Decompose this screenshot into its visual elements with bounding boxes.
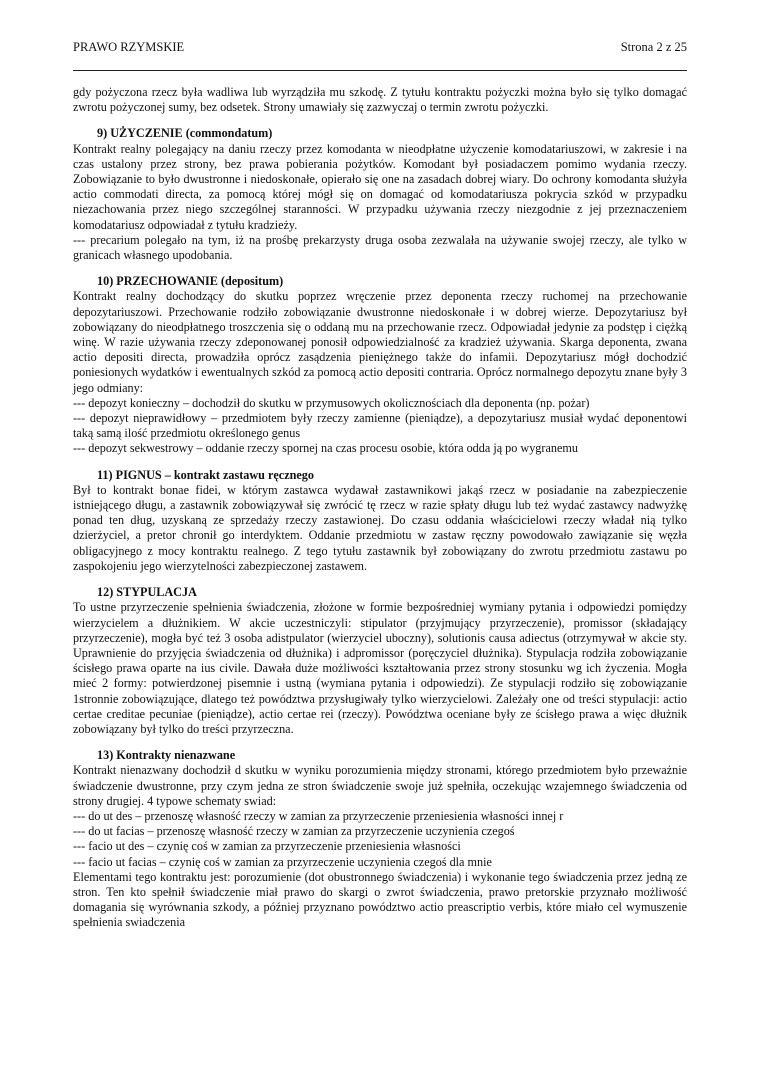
- section-heading-12: 12) STYPULACJA: [97, 585, 197, 600]
- list-item: --- depozyt sekwestrowy – oddanie rzeczy spornej na czas procesu osobie, która odda ją po wygranemu: [73, 441, 578, 456]
- document-body: [73, 85, 687, 931]
- list-item: --- facio ut facias – czynię coś w zamian za przyrzeczenie uczynienia czegoś dla mnie: [73, 854, 492, 869]
- section-heading-11: 11) PIGNUS – kontrakt zastawu ręcznego: [97, 467, 314, 482]
- section-closing-13: Elementami tego kontraktu jest: porozumienie (dot obustronnego świadczenia) i wykonanie tego świadczenia przez jedną ze stron. Ten kto spełnił świadczenie miał prawo do skargi o zwrot świadczenia, prawo pretorskie przyznało możliwość domagania się wyrównania szkody, a później przyznano powództwo actio preascriptio verbis, które miało cel wymuszenie spełnienia swiadczenia: [73, 869, 687, 930]
- page-header: [73, 40, 687, 71]
- list-item: --- do ut facias – przenoszę własność rzeczy w zamian za przyrzeczenie uczynienia czegoś: [73, 824, 515, 839]
- section-body-13: Kontrakt nienazwany dochodził d skutku w wyniku porozumienia między stronami, którego przedmiotem było przeważnie świadczenie dwustronne, przy czym jedna ze stron świadczenie swoje już spełniła, oczekując wzajemnego świadczenia od strony drugiej. 4 typowe schematy swiad:: [73, 763, 687, 808]
- section-body-11: Był to kontrakt bonae fidei, w którym zastawca wydawał zastawnikowi jakąś rzecz w posiadanie na zabezpieczenie istniejącego długu, a zastawnik zobowiązywał się zwrócić tę rzecz w razie spłaty długu lub też wydać zastawcy nadwyżkę ponad ten dług, uzyskaną ze sprzedaży rzeczy zastawionej. Do czasu oddania właścicielowi rzeczy władał nią tylko dzierżyciel, a pretor chronił go interdyktem. Oddanie przedmiotu w zastaw ręczny powodowało zawiązanie się węzła obligacyjnego z mocy kontraktu realnego. Z tego tytułu zastawnik był zobowiązany do zwrotu przedmiotu zastawu po zaspokojeniu jego wierzytelności zabezpieczonej zastawem.: [73, 482, 687, 573]
- section-heading-13: 13) Kontrakty nienazwane: [97, 748, 236, 763]
- list-item: --- depozyt nieprawidłowy – przedmiotem były rzeczy zamienne (pieniądze), a depozytariusz musiał wydać deponentowi taką samą ilość przedmiotu określonego genus: [73, 411, 687, 441]
- section-body-12: To ustne przyrzeczenie spełnienia świadczenia, złożone w formie bezpośredniej wymiany pytania i odpowiedzi pomiędzy wierzycielem a dłużnikiem. W akcie uczestniczyli: stipulator (przyjmujący przyrzeczenie), promissor (składający przyrzeczenie), mogła być też 3 osoba adistpulator (wierzyciel uboczny), solutionis causa adiectus (otrzymywał w akcie sty. Uprawnienie do przyjęcia świadczenia od dłużnika) i adpromissor (poręczyciel dłużnika). Stypulacja rodziła zobowiązanie ścisłego prawa oparte na ius civile. Dawała duże możliwości kształtowania przez strony stosunku wg ich życzenia. Mogła mieć 2 formy: potwierdzonej pisemnie i ustną (wymiana pytania i odpowiedzi). Ze stypulacji rodziło się zobowiązanie 1stronnie zobowiązujące, dlatego też powództwa przysługiwały tylko wierzycielowi. Zależały one od treści stypulacji: actio certae creditae pecuniae (pieniądze), actio certae rei (rzeczy). Powództwa oceniane były ze ścisłego prawa a więc dłużnik zobowiązany był tylko do treści przyrzeczna.: [73, 600, 687, 736]
- section-note-9: --- precarium polegało na tym, iż na prośbę prekarzysty druga osoba zezwalała na używanie swojej rzeczy, ale tylko w granicach własnego upodobania.: [73, 232, 687, 263]
- section-body-9: Kontrakt realny polegający na daniu rzeczy przez komodanta w nieodpłatne użyczenie komodatariuszowi, w zakresie i na czas ustalony przez strony, bez prawa pobierania pożytków. Komodant był posiadaczem pomimo wydania rzeczy. Zobowiązanie to było dwustronne i niedoskonałe, opierało się one na zasadach dobrej wiary. Do ochrony komodanta służyła actio commodati directa, za pomocą której mógł się on domagać od komodatariusza pokrycia szkód w przypadku niezachowania przez niego szczególnej staranności. W przypadku używania rzeczy niezgodnie z jej przeznaczeniem komodatariusz odpowiadał z tytułu kradzieży.: [73, 141, 687, 232]
- list-item: --- facio ut des – czynię coś w zamian za przyrzeczenie przeniesienia własności: [73, 839, 461, 854]
- document-page: [73, 40, 687, 931]
- list-item: --- do ut des – przenoszę własność rzeczy w zamian za przyrzeczenie przeniesienia własności innej r: [73, 808, 564, 823]
- list-item: --- depozyt konieczny – dochodził do skutku w przymusowych okolicznościach dla deponenta (np. pożar): [73, 395, 590, 410]
- section-heading-9: 9) UŻYCZENIE (commondatum): [97, 126, 273, 141]
- intro-paragraph: gdy pożyczona rzecz była wadliwa lub wyrządziła mu szkodę. Z tytułu kontraktu pożyczki można było się tylko domagać zwrotu pożyczonej sumy, bez odsetek. Strony umawiały się zazwyczaj o termin zwrotu pożyczki.: [73, 85, 687, 115]
- section-body-10: Kontrakt realny dochodzący do skutku poprzez wręczenie przez deponenta rzeczy ruchomej na przechowanie depozytariuszowi. Przechowanie rodziło zobowiązanie dwustronne niedoskonałe i w dobrej wierze. Depozytariusz był zobowiązany do nieodpłatnego troszczenia się o oddaną mu na przechowanie rzecz. Odpowiadał jedynie za podstęp i ciężką winę. W razie używania rzeczy zdeponowanej ponosił odpowiedzialność za kradzież używania. Skarga deponenta, zwana actio depositi directa, prowadziła oprócz zasądzenia pieniężnego także do infamii. Depozytariusz mógł dochodzić poniesionych wydatków i ewentualnych szkód za pomocą actio depositi contraria. Oprócz normalnego depozytu znane były 3 jego odmiany:: [73, 289, 687, 395]
- section-heading-10: 10) PRZECHOWANIE (depositum): [97, 274, 284, 289]
- page-number: Strona 2 z 25: [620, 40, 687, 54]
- document-title: PRAWO RZYMSKIE: [73, 40, 185, 54]
